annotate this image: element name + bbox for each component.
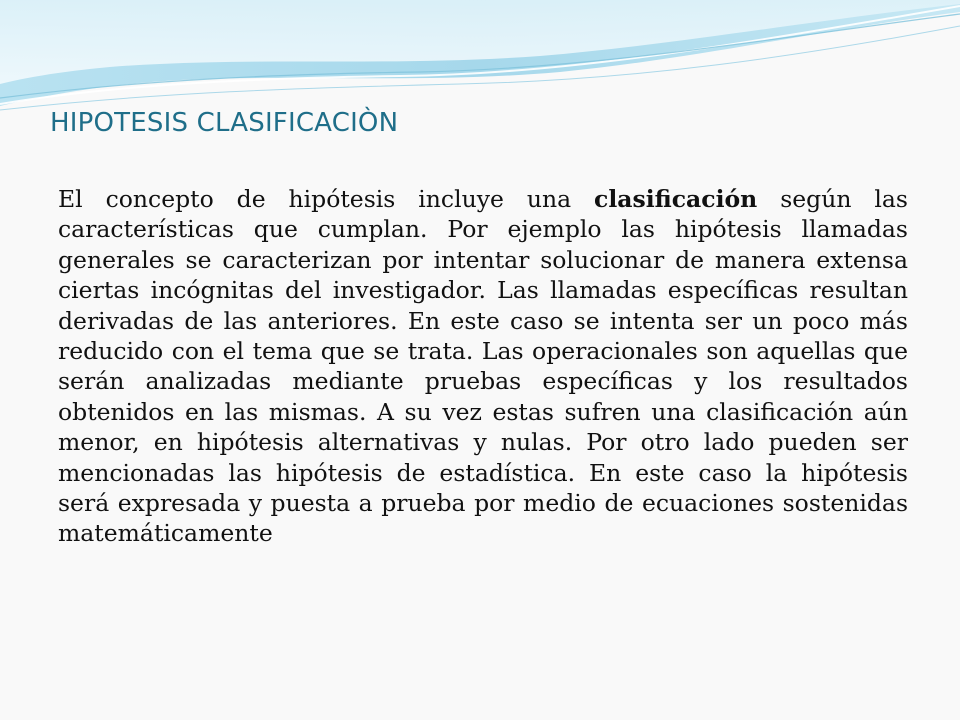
slide-title: HIPOTESIS CLASIFICACIÒN (50, 108, 399, 138)
body-text-rest: según las características que cumplan. Por ejemplo las hipótesis llamadas generales se caracterizan por intentar solucionar de manera extensa ciertas incógnitas del investigador. Las llamadas específicas resultan derivadas de las anteriores. En este caso se intenta ser un poco más reducido con el tema que se trata. Las operacionales son aquellas que serán analizadas mediante pruebas específicas y los resultados obtenidos en las mismas. A su vez estas sufren una clasificación aún menor, en hipótesis alternativas y nulas. Por otro lado pueden ser mencionadas las hipótesis de estadística. En este caso la hipótesis será expresada y puesta a prueba por medio de ecuaciones sostenidas matemáticamente (58, 185, 908, 548)
header-wave-decoration (0, 0, 960, 120)
body-text-bold-term: clasificación (594, 185, 758, 213)
body-paragraph (58, 184, 908, 549)
body-text-start: El concepto de hipótesis incluye una (58, 185, 595, 213)
